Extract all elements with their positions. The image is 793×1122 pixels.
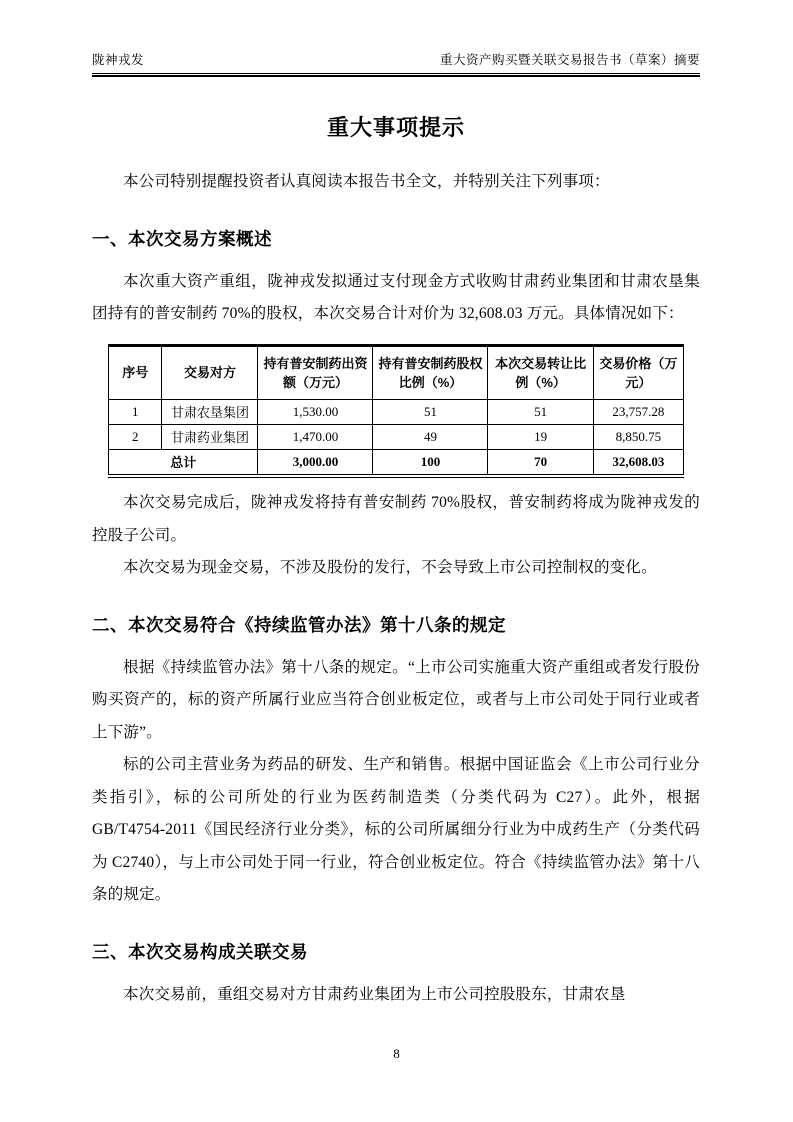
- section-1-paragraph-3: 本次交易为现金交易，不涉及股份的发行，不会导致上市公司控制权的变化。: [123, 559, 657, 576]
- section-2-paragraph-2: 标的公司主营业务为药品的研发、生产和销售。根据中国证监会《上市公司行业分类指引》，标的公司所处的行业为医药制造类（分类代码为 C27）。此外，根据 GB/T4754-2011《国民经济行业分类》，标的公司所属细分行业为中成药生产（分类代码为 C2740），与上市公司处于同一行业，符合创业板定位。符合《持续监管办法》第十八条的规定。: [92, 756, 700, 903]
- section-2-heading: 二、本次交易符合《持续监管办法》第十八条的规定: [92, 614, 506, 635]
- table-total-row: [109, 449, 684, 476]
- header-report-title: 重大资产购买暨关联交易报告书（草案）摘要: [439, 53, 700, 67]
- table-header-row: [109, 345, 684, 399]
- cell-total-capital: 3,000.00: [258, 449, 373, 476]
- cell-total-price: 32,608.03: [593, 449, 683, 476]
- table-row: [109, 424, 684, 449]
- section-1-heading: 一、本次交易方案概述: [92, 228, 272, 249]
- col-header-seq: 序号: [109, 345, 162, 399]
- cell-party: 甘肃药业集团: [162, 424, 258, 449]
- cell-seq: 1: [109, 399, 162, 424]
- page-title: 重大事项提示: [326, 115, 465, 140]
- header-company-name: 陇神戎发: [92, 53, 145, 67]
- section-3-heading: 三、本次交易构成关联交易: [92, 941, 308, 962]
- col-header-capital: 持有普安制药出资额（万元）: [258, 345, 373, 399]
- cell-equity: 49: [373, 424, 488, 449]
- section-2-paragraph-1: 根据《持续监管办法》第十八条的规定。“上市公司实施重大资产重组或者发行股份购买资产的，标的资产所属行业应当符合创业板定位，或者与上市公司处于同行业或者上下游”。: [92, 658, 700, 741]
- cell-price: 23,757.28: [593, 399, 683, 424]
- col-header-transfer: 本次交易转让比例（%）: [488, 345, 593, 399]
- col-header-party: 交易对方: [162, 345, 258, 399]
- cell-price: 8,850.75: [593, 424, 683, 449]
- cell-transfer: 51: [488, 399, 593, 424]
- page-number: 8: [393, 1046, 400, 1061]
- section-1-paragraph-1: 本次重大资产重组，陇神戎发拟通过支付现金方式收购甘肃药业集团和甘肃农垦集团持有的普安制药 70%的股权，本次交易合计对价为 32,608.03 万元。具体情况如下：: [92, 272, 700, 322]
- col-header-price: 交易价格（万元）: [593, 345, 683, 399]
- running-header: [92, 50, 700, 68]
- intro-paragraph: 本公司特别提醒投资者认真阅读本报告书全文，并特别关注下列事项：: [123, 173, 610, 190]
- cell-capital: 1,530.00: [258, 399, 373, 424]
- header-rule: [92, 73, 700, 77]
- cell-capital: 1,470.00: [258, 424, 373, 449]
- col-header-equity: 持有普安制药股权比例（%）: [373, 345, 488, 399]
- transaction-table: [108, 344, 684, 479]
- section-1-paragraph-2: 本次交易完成后，陇神戎发将持有普安制药 70%股权，普安制药将成为陇神戎发的控股子公司。: [92, 494, 700, 544]
- cell-equity: 51: [373, 399, 488, 424]
- cell-total-label: 总计: [109, 449, 258, 476]
- cell-transfer: 19: [488, 424, 593, 449]
- section-3-paragraph-1: 本次交易前，重组交易对方甘肃药业集团为上市公司控股股东，甘肃农垦: [123, 985, 626, 1003]
- cell-party: 甘肃农垦集团: [162, 399, 258, 424]
- cell-total-equity: 100: [373, 449, 488, 476]
- cell-total-transfer: 70: [488, 449, 593, 476]
- cell-seq: 2: [109, 424, 162, 449]
- table-row: [109, 399, 684, 424]
